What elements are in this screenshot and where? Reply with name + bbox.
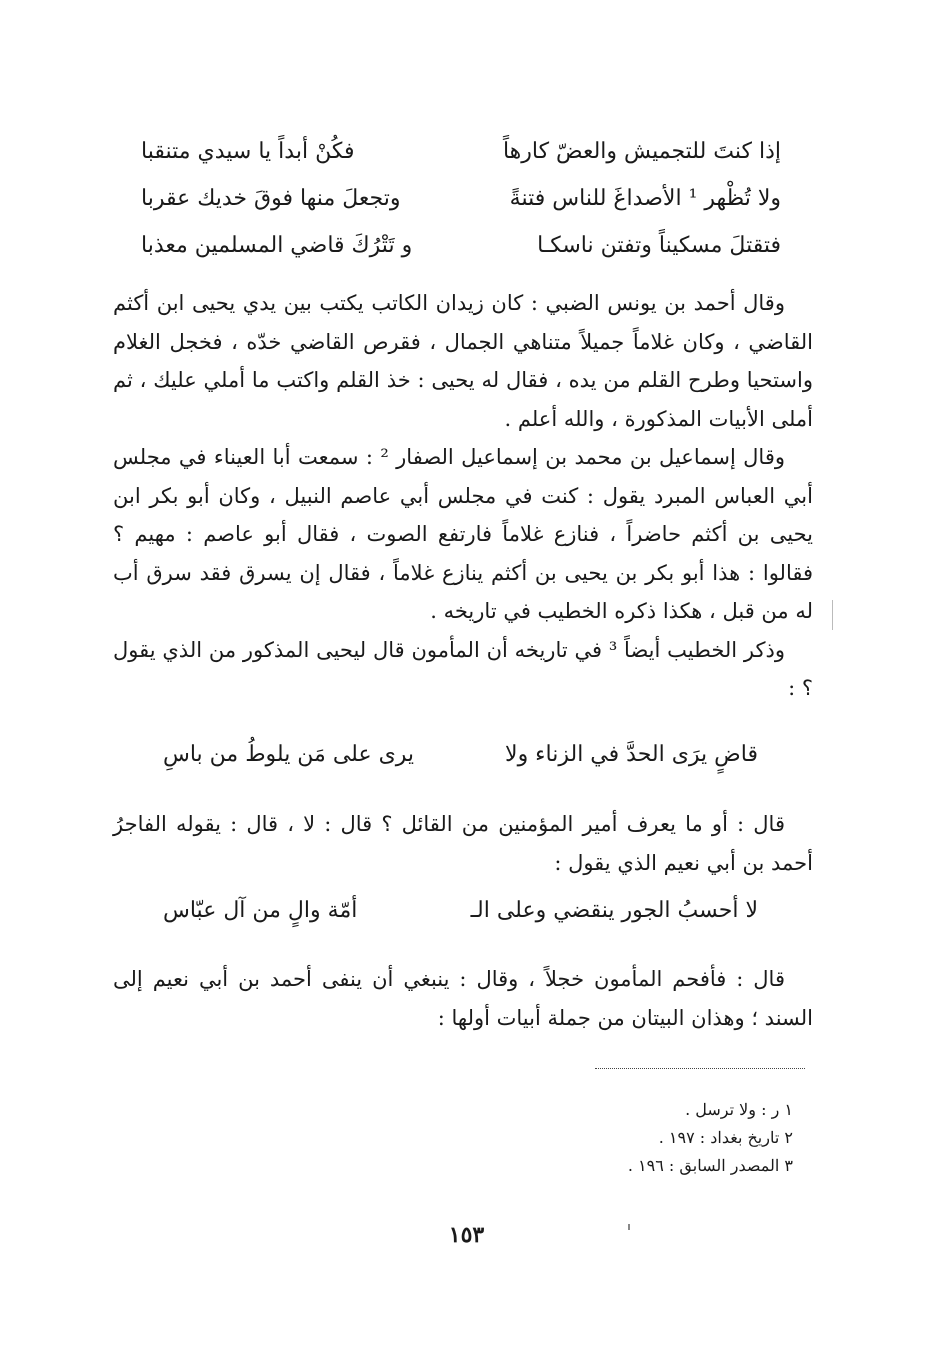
paragraph: وقال إسماعيل بن محمد بن إسماعيل الصفار ² : سمعت أبا العيناء في مجلس أبي العباس المبرد يقول : كنت في مجلس أبي عاصم النبيل ، وكان أبو بكر ابن يحيى بن أكثم حاضراً ، فنازع غلاماً فارتفع الصوت ، فقال أبو عاصم : مهيم ؟ فقالوا : هذا أبو بكر بن يحيى بن أكثم ينازع غلاماً ، فقال إن يسرق فقد سرق أب له من قبل ، هكذا ذكره الخطيب في تاريخه . — [113, 445, 813, 623]
verse-first-hemistich: فتقتلَ مسكيناً وتفتن ناسكـا — [537, 233, 781, 258]
footnote-divider — [595, 1068, 805, 1069]
footnote: ١ ر : ولا ترسل . — [685, 1100, 793, 1119]
footnote: ٢ تاريخ بغداد : ١٩٧ . — [658, 1128, 793, 1147]
verse-line — [141, 175, 781, 222]
poem-block — [141, 128, 781, 269]
verse-line — [163, 742, 758, 767]
prose-section — [113, 805, 813, 882]
verse-first-hemistich: لا أحسبُ الجور ينقضي وعلى الـ — [470, 898, 758, 923]
footnote: ٣ المصدر السابق : ١٩٦ . — [627, 1156, 793, 1175]
footnotes — [393, 1096, 793, 1180]
paragraph: وذكر الخطيب أيضاً ³ في تاريخه أن المأمون قال ليحيى المذكور من الذي يقول ؟ : — [113, 637, 813, 700]
paragraph: قال : فأفحم المأمون خجلاً ، وقال : ينبغي أن ينفى أحمد بن أبي نعيم إلى السند ؛ وهذان البيتان من جملة أبيات أولها : — [113, 967, 813, 1030]
verse-second-hemistich: يرى على مَن يلوطُ من باسِ — [163, 742, 415, 767]
verse-first-hemistich: إذا كنتَ للتجميش والعضّ كارهاً — [502, 139, 781, 164]
verse-first-hemistich: قاضٍ يرَى الحدَّ في الزناء ولا — [505, 742, 758, 767]
verse-line — [163, 898, 758, 923]
scan-speck — [628, 1224, 630, 1230]
verse-first-hemistich: ولا تُظْهر ¹ الأصداغَ للناس فتنةً — [509, 186, 781, 211]
scan-speck — [832, 600, 833, 630]
verse-line — [141, 128, 781, 175]
verse-second-hemistich: و تَتْرُكَ قاضي المسلمين معذبا — [141, 233, 413, 258]
paragraph: وقال أحمد بن يونس الضبي : كان زيدان الكاتب يكتب بين يدي يحيى ابن أكثم القاضي ، وكان غلاماً جميلاً متناهي الجمال ، فقرص القاضي خدّه ، فخجل الغلام واستحيا وطرح القلم من يده ، فقال له يحيى : خذ القلم واكتب ما أملي عليك ، ثم أملى الأبيات المذكورة ، والله أعلم . — [113, 291, 813, 431]
verse-second-hemistich: وتجعلَ منها فوقَ خديك عقربا — [141, 186, 401, 211]
prose-section — [113, 960, 813, 1037]
verse-second-hemistich: فكُنْ أبداً يا سيدي متنقبا — [141, 139, 355, 164]
verse-line — [141, 222, 781, 269]
paragraph: قال : أو ما يعرف أمير المؤمنين من القائل ؟ قال : لا ، قال : يقوله الفاجرُ أحمد بن أبي نعيم الذي يقول : — [113, 812, 813, 875]
prose-section — [113, 284, 813, 708]
page-number: ١٥٣ — [448, 1222, 485, 1248]
verse-second-hemistich: أمّة والٍ من آل عبّاس — [163, 898, 358, 923]
